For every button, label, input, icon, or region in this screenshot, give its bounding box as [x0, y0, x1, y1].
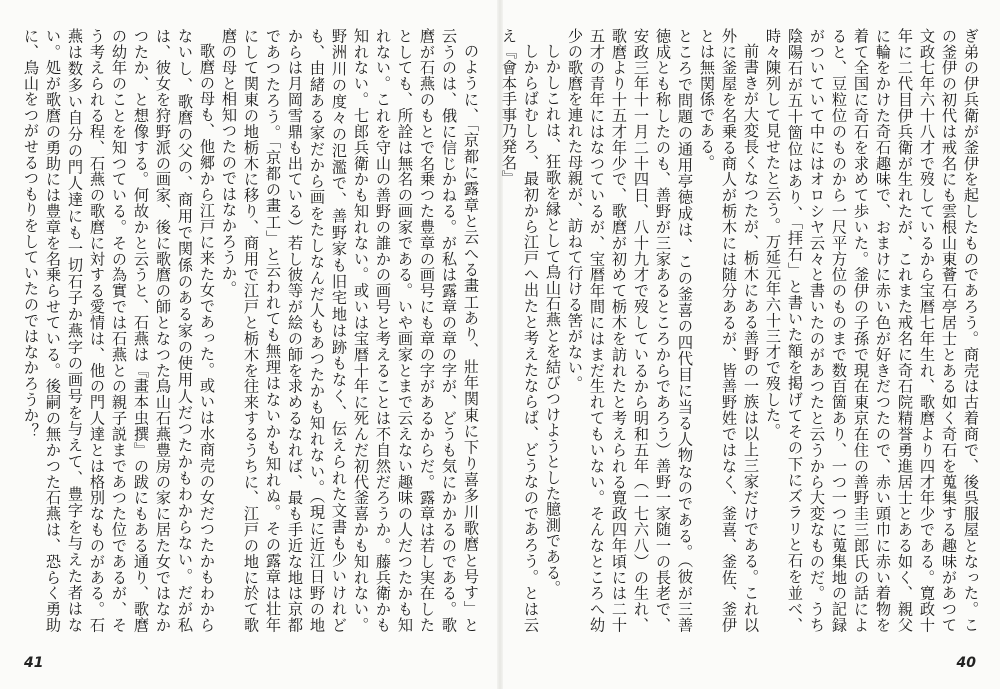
left-paragraph-2: 歌麿の母も、他郷から江戸に来た女であった。或いは水商売の女だつたかもわからないし、歌麿の父の、商用で関係のある家の使用人だつたかもわからない。だが私は、彼女を狩野派の画家、後に歌麿の師となつた鳥山石燕豊房の家に居た女ではなかつたか、と想像する。何故かと云うと、石燕は『畫本虫撰』の跋にもある通り、歌麿の幼年のことを知つている。その為實では石燕との親子説まであつた位であるが、そう考えられる程、石燕の歌麿に対する愛情は、他の門人達とは格別なものがある。石燕は数多い自分の門人達にも一切石子か燕字の画号を与えて、豊字を与えた者はない。処が歌麿の勇助には豊章を名乗らせている。後嗣の無かつた石燕は、恐らく勇助に、鳥山をつがせるつもりをしていたのではなかろうか？: [22, 28, 216, 633]
right-paragraph-3: ところで問題の通用亭徳成は、この釜喜の四代目に当る人物なのである。（彼が三善徳成とも称したのも、善野が三家あるところからであろう）善野一家随一の長老で、安政三年十一月二十四日、八十九才で歿しているから明和五年（一七六八）の生れ、歌麿より十五才年少で、歌麿が初めて栃木を訪れたと考えられる寛政四年頃には二十五才の青年にはなつているが、宝暦年間にはまだ生れてもいない。そんなところへ幼少の歌麿を連れた母親が、訪ねて行ける筈がない。: [566, 28, 694, 633]
page-number-left: 41: [24, 655, 44, 671]
right-paragraph-1: ぎ弟の伊兵衛が釜伊を起したものであろう。商売は古着商で、後呉服屋となった。この釜伊の初代は戒名にも雲根山東薈石亭居士とある如く奇石を蒐集する趣味があつて文政七年六十八才で歿しているから宝暦七年生れ、歌麿より四才年少である。寛政十年に二代目伊兵衛が生れたが、これまた戒名に奇石院精誉勇進居士とある如く、親父に輪をかけた奇石趣味で、おまけに赤い色が好きだつたので、赤い頭巾に赤い着物を着て全国に奇石を求めて歩いた。釜伊の子孫で現在東京在住の善野圭三郎氏の話によると、豆粒位のものから一尺平方位のものまで数百箇あり、一つ一つに蒐集地の記録がついていて中にはオロシヤ云々と書いたのがあつたと云うから大変なものだ。うち陰陽石が五十箇位はあり、「拝石」と書いた額を掲げてその下にズラリと石を並べ、時々陳列して見せたと云う。万延元年六十三才で歿した。: [764, 28, 980, 633]
left-paragraph-1: のように、「京都に露章と云へる畫工あり、壯年関東に下り喜多川歌麿と号す」と云うのは、俄に信じかねる。が私は露章の章の字が、どうも気にかかるのである。歌麿が石燕のもとで名乗つた豊章の画号にも章の字があるからだ。露章は若し実在したとしても、所詮は無名の画家である。いや画家とまで云えない趣味の人だつたかも知れない。これを守山の善野の誰かの画号と考えることは不自然だろうか。藤兵衛かも知れない。七郎兵衛かも知れない。或いは宝暦十年に死んだ初代釜喜かも知れない。野洲川の度々の氾濫で、善野家も旧宅地は跡もなく、伝えられた文書も少いけれども、由緒ある家だから画をたしなんだ人もあつたかも知れない。（現に近江日野の地からは月岡雪鼎も出ている）若し彼等が絵の師を求めるなれば、最も手近な地は京都であつたろう。「京都の畫工」と云われても無理はないかも知れぬ。その露章は壮年にして関東の地栃木に移り、商用で江戸と栃木を往来するうちに、江戸の地に於て歌麿の母と相知つたのではなかろうか。: [220, 28, 480, 633]
right-paragraph-4: しかしこれは、狂歌を縁として鳥山石燕とを結びつけようとした臆測である。: [544, 43, 562, 597]
right-paragraph-5: しからばむしろ、最初から江戸へ出たと考えたならば、どうなのであろう。とは云え『會本手事乃発名』: [500, 28, 540, 633]
left-page-text: [20, 28, 482, 633]
right-page-text: [500, 28, 982, 633]
page-number-right: 40: [956, 655, 976, 671]
right-paragraph-2: 前書きが大変長くなつたが、栃木にある善野の一族は以上三家だけである。これ以外に釜屋を名乗る商人が栃木には随分あるが、皆善野姓ではなく、釜喜、釜佐、釜伊とは無関係である。: [698, 28, 760, 633]
right-page: [500, 0, 1000, 689]
